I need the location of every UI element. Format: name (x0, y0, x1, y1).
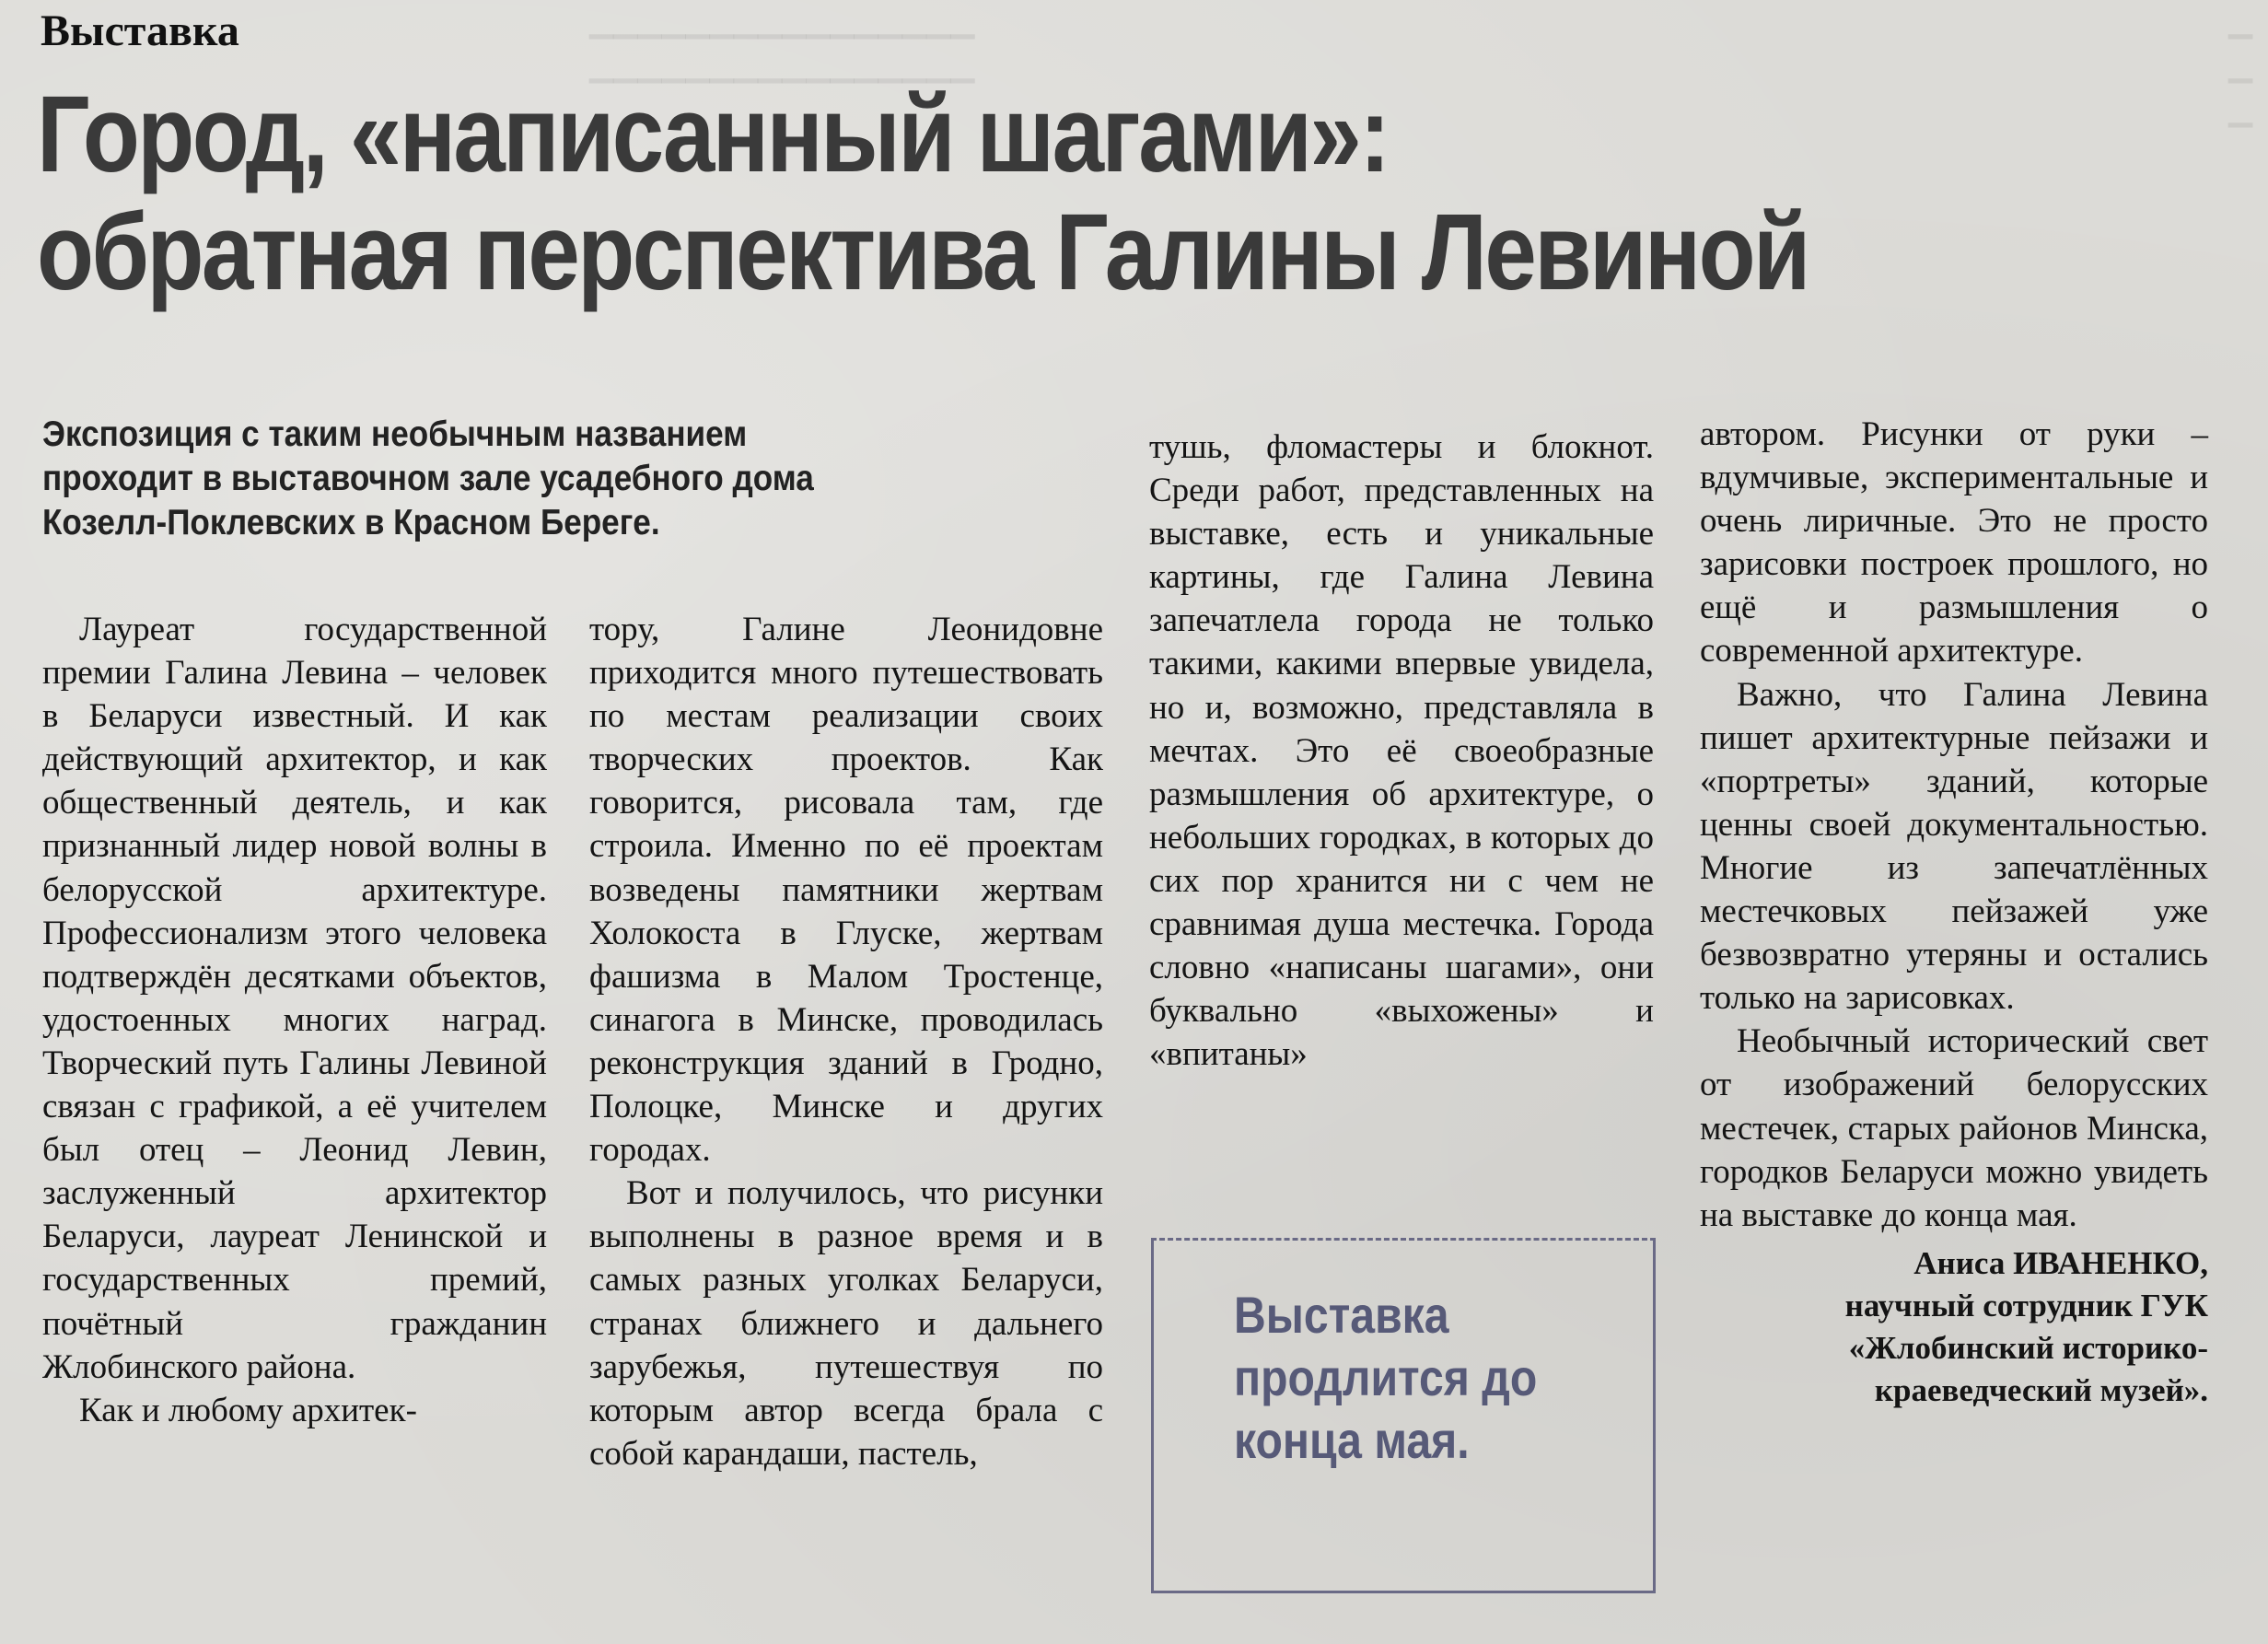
article-headline (37, 76, 1809, 311)
author-org-line-1: «Жлобинский историко- (1848, 1329, 2208, 1366)
paragraph: тору, Галине Леонидовне приходится много путешествовать по местам реализации своих творческих проектов. Как говорится, рисовала там, где строила. Именно по её проектам возведены памятники жертвам Холокоста в Глуске, жертвам фашизма в Малом Тростенце, синагога в Минске, проводилась реконструкция зданий в Гродно, Полоцке, Минске и других городах. (589, 611, 1103, 1170)
author-position: научный сотрудник ГУК (1844, 1287, 2208, 1323)
paragraph: тушь, фломастеры и блокнот. Среди работ, представленных на выставке, есть и уникальные картины, где Галина Левина запечатлела города не только такими, какими впервые увидела, но и, возможно, представляла в мечтах. Это её своеобразные размышления об архитектуре, о небольших городках, в которых до сих пор хранится ни с чем не сравнимая душа местечка. Города словно «написаны шагами», они буквально «выхожены» и «впитаны» (1149, 428, 1654, 1074)
paragraph: Вот и получилось, что рисунки выполнены в разное время и в самых разных уголках Беларуси, странах ближнего и дальнего зарубежья, путешествуя по которым автор всегда брала с собой карандаши, пастель, (589, 1174, 1103, 1473)
text-column-1 (42, 608, 547, 1432)
paragraph: Важно, что Галина Левина пишет архитектурные пейзажи и «портреты» зданий, которые ценны своей документальностью. Многие из запечатлённых местечковых пейзажей уже безвозвратно утеряны и остались только на зарисовках. (1700, 675, 2208, 1018)
author-name: Аниса ИВАНЕНКО, (1913, 1244, 2208, 1281)
text-column-2 (589, 608, 1103, 1475)
paragraph: Лауреат государственной премии Галина Левина – человек в Беларуси известный. И как действующий архитектор, и как общественный деятель, и как признанный лидер новой волны в белорусской архитектуре. Профессионализм этого человека подтверждён десятками объектов, удостоенных многих наград. Творческий путь Галины Левиной связан с графикой, а её учителем был отец – Леонид Левин, заслуженный архитектор Беларуси, лауреат Ленинской и государственных премий, почётный гражданин Жлобинского района. (42, 611, 547, 1386)
paragraph: Необычный исторический свет от изображений белорусских местечек, старых районов Минска, городков Беларуси можно увидеть на выставке до конца мая. (1700, 1022, 2208, 1234)
paragraph: автором. Рисунки от руки – вдумчивые, экспериментальные и очень лиричные. Это не просто зарисовки построек прошлого, но ещё и размышления о современной архитектуре. (1700, 415, 2208, 670)
author-signature (1700, 1242, 2208, 1412)
text-column-4 (1700, 413, 2208, 1412)
headline-line-2: обратная перспектива Галины Левиной (37, 192, 1809, 313)
callout-text: Выставка продлится до конца мая. (1234, 1286, 1538, 1469)
author-org-line-2: краеведческий музей». (1874, 1371, 2208, 1408)
article-lead: Экспозиция с таким необычным названием проходит в выставочном зале усадебного дома Козелл-Поклевских в Красном Береге. (42, 414, 814, 542)
text-column-3 (1149, 426, 1654, 1162)
headline-line-1: Город, «написанный шагами»: (37, 74, 1389, 195)
rubric-label: Выставка (41, 6, 239, 55)
paragraph: Как и любому архитек- (79, 1391, 417, 1429)
